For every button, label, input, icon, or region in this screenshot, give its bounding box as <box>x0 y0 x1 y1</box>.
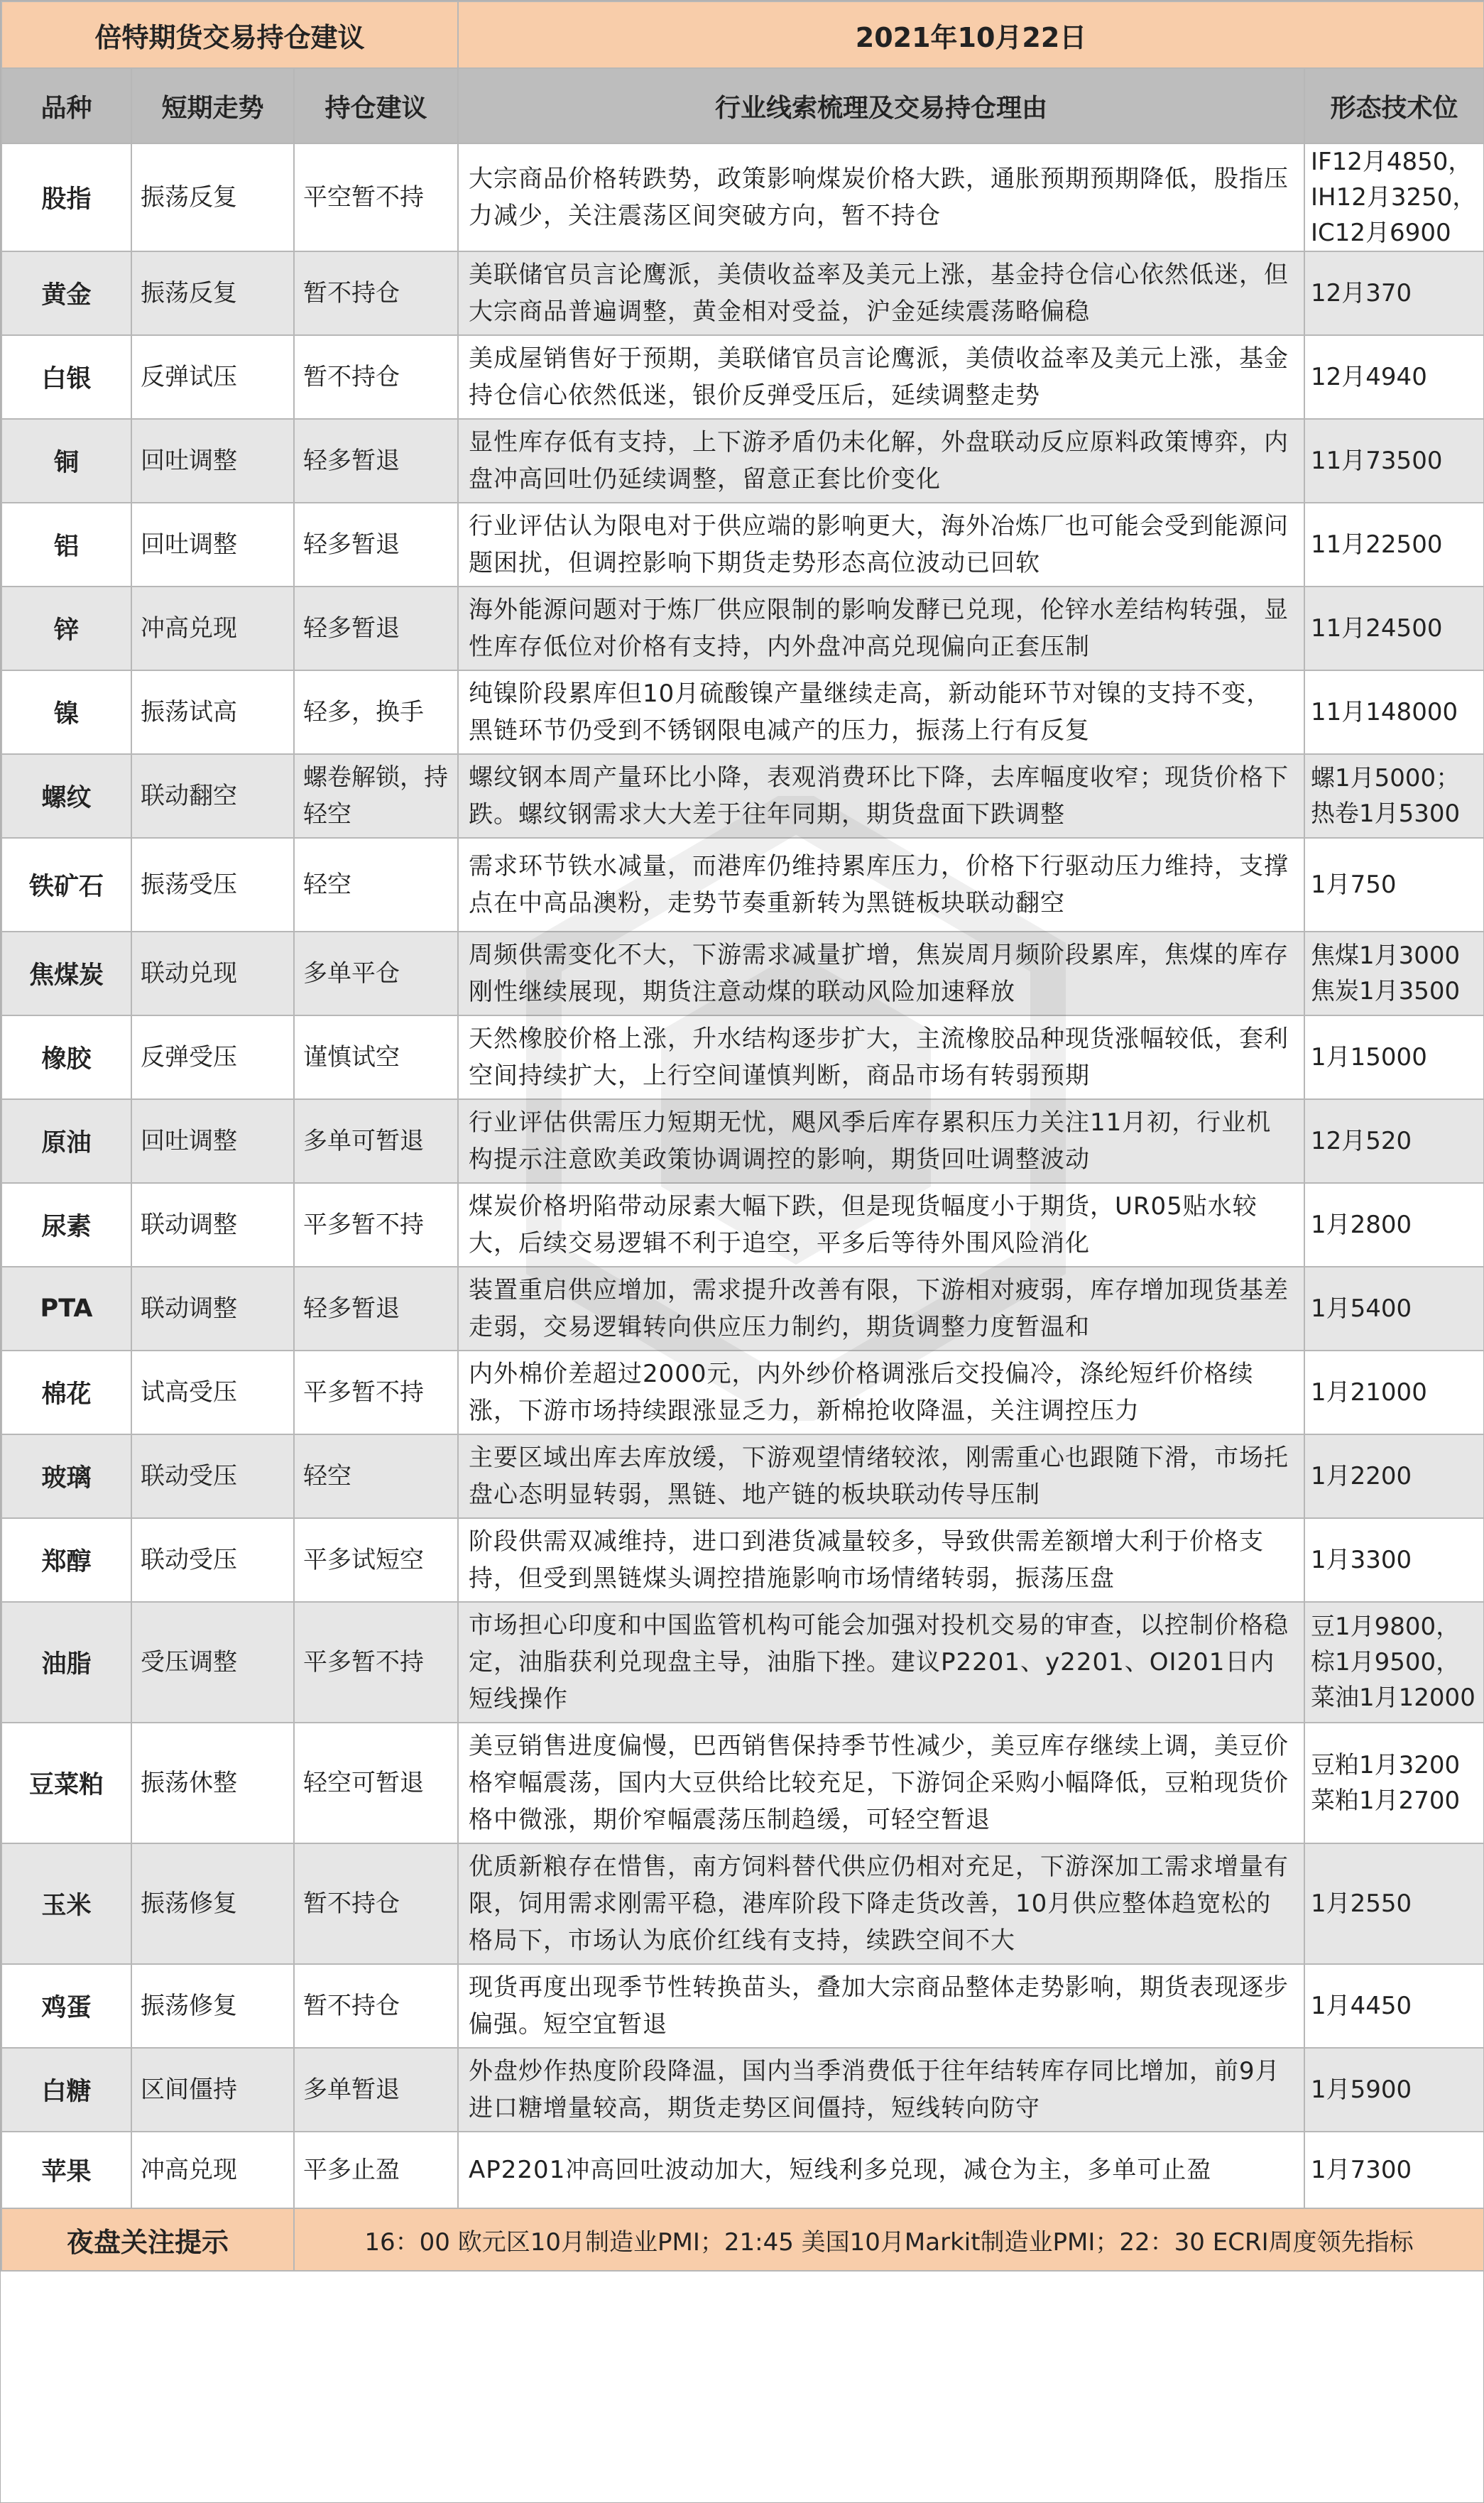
sheet-date: 2021年10月22日 <box>458 1 1484 68</box>
trend-cell: 联动调整 <box>131 1183 294 1267</box>
table-row <box>1 503 1484 587</box>
advice-cell: 多单平仓 <box>294 932 458 1015</box>
variety-cell: 油脂 <box>1 1602 131 1723</box>
technical-cell <box>1304 2132 1484 2208</box>
technical-level: IH12月3250， <box>1311 183 1477 212</box>
variety-cell: 郑醇 <box>1 1518 131 1602</box>
technical-level: 豆1月9800， <box>1311 1613 1461 1641</box>
technical-cell <box>1304 838 1484 932</box>
technical-cell <box>1304 1518 1484 1602</box>
variety-cell: 铁矿石 <box>1 838 131 932</box>
technical-cell <box>1304 1183 1484 1267</box>
variety-cell: 黄金 <box>1 251 131 335</box>
technical-level: 11月73500 <box>1311 447 1443 475</box>
technical-level: 1月15000 <box>1311 1043 1427 1071</box>
technical-level: 1月5400 <box>1311 1294 1412 1323</box>
technical-level: 12月4940 <box>1311 363 1427 391</box>
technical-cell <box>1304 2048 1484 2132</box>
variety-cell: 股指 <box>1 143 131 251</box>
reason-cell: 需求环节铁水减量，而港库仍维持累库压力，价格下行驱动压力维持，支撑点在中高品澳粉，走势节奏重新转为黑链板块联动翻空 <box>458 838 1304 932</box>
trend-cell: 冲高兑现 <box>131 2132 294 2208</box>
table-row <box>1 419 1484 503</box>
advice-cell: 暂不持仓 <box>294 1964 458 2048</box>
variety-cell: 镍 <box>1 670 131 754</box>
variety-cell: PTA <box>1 1267 131 1351</box>
reason-cell: 外盘炒作热度阶段降温，国内当季消费低于往年结转库存同比增加，前9月进口糖增量较高，期货走势区间僵持，短线转向防守 <box>458 2048 1304 2132</box>
advice-cell: 轻多暂退 <box>294 503 458 587</box>
technical-level: 11月148000 <box>1311 698 1458 726</box>
sheet-title: 倍特期货交易持仓建议 <box>1 1 458 68</box>
technical-level: 菜粕1月2700 <box>1311 1787 1461 1815</box>
header-advice: 持仓建议 <box>294 68 458 143</box>
technical-level: 12月520 <box>1311 1127 1412 1155</box>
variety-cell: 铝 <box>1 503 131 587</box>
table-row <box>1 1015 1484 1099</box>
reason-cell: 天然橡胶价格上涨，升水结构逐步扩大，主流橡胶品种现货涨幅较低，套利空间持续扩大，上行空间谨慎判断，商品市场有转弱预期 <box>458 1015 1304 1099</box>
reason-cell: 主要区域出库去库放缓，下游观望情绪较浓，刚需重心也跟随下滑，市场托盘心态明显转弱，黑链、地产链的板块联动传导压制 <box>458 1434 1304 1518</box>
table-row <box>1 1351 1484 1434</box>
reason-cell: 行业评估认为限电对于供应端的影响更大，海外冶炼厂也可能会受到能源问题困扰，但调控影响下期货走势形态高位波动已回软 <box>458 503 1304 587</box>
technical-level: 1月3300 <box>1311 1546 1412 1574</box>
advice-cell: 平多暂不持 <box>294 1602 458 1723</box>
technical-cell <box>1304 670 1484 754</box>
table-row <box>1 1434 1484 1518</box>
trend-cell: 振荡修复 <box>131 1843 294 1964</box>
table-row <box>1 1964 1484 2048</box>
trend-cell: 区间僵持 <box>131 2048 294 2132</box>
reason-cell: 现货再度出现季节性转换苗头，叠加大宗商品整体走势影响，期货表现逐步偏强。短空宜暂退 <box>458 1964 1304 2048</box>
table-row <box>1 2132 1484 2208</box>
table-row <box>1 335 1484 419</box>
advice-cell: 轻空 <box>294 1434 458 1518</box>
technical-level: 焦煤1月3000 <box>1311 942 1461 970</box>
footer-text: 16：00 欧元区10月制造业PMI；21:45 美国10月Markit制造业PMI；22：30 ECRI周度领先指标 <box>294 2208 1484 2271</box>
table-row <box>1 251 1484 335</box>
trend-cell: 振荡受压 <box>131 838 294 932</box>
advice-cell: 平多止盈 <box>294 2132 458 2208</box>
technical-cell <box>1304 1267 1484 1351</box>
technical-level: IF12月4850， <box>1311 148 1473 176</box>
table-row <box>1 838 1484 932</box>
variety-cell: 棉花 <box>1 1351 131 1434</box>
technical-level: 1月7300 <box>1311 2156 1412 2184</box>
reason-cell: 装置重启供应增加，需求提升改善有限，下游相对疲弱，库存增加现货基差走弱，交易逻辑转向供应压力制约，期货调整力度暂温和 <box>458 1267 1304 1351</box>
advice-cell: 暂不持仓 <box>294 251 458 335</box>
technical-cell <box>1304 1964 1484 2048</box>
technical-level: 棕1月9500， <box>1311 1648 1461 1676</box>
technical-cell <box>1304 587 1484 670</box>
advice-table <box>1 1 1484 2272</box>
variety-cell: 玻璃 <box>1 1434 131 1518</box>
technical-cell <box>1304 1723 1484 1843</box>
advice-cell: 平多暂不持 <box>294 1183 458 1267</box>
table-row <box>1 2048 1484 2132</box>
technical-level: 菜油1月12000 <box>1311 1684 1475 1712</box>
technical-level: 11月22500 <box>1311 530 1443 559</box>
footer-row <box>1 2208 1484 2271</box>
variety-cell: 锌 <box>1 587 131 670</box>
table-row <box>1 1518 1484 1602</box>
reason-cell: AP2201冲高回吐波动加大，短线利多兑现，减仓为主，多单可止盈 <box>458 2132 1304 2208</box>
table-row <box>1 143 1484 251</box>
reason-cell: 周频供需变化不大，下游需求减量扩增，焦炭周月频阶段累库，焦煤的库存刚性继续展现，期货注意动煤的联动风险加速释放 <box>458 932 1304 1015</box>
advice-cell: 平多试短空 <box>294 1518 458 1602</box>
advice-cell: 轻多暂退 <box>294 419 458 503</box>
technical-cell <box>1304 1434 1484 1518</box>
table-row <box>1 1723 1484 1843</box>
variety-cell: 螺纹 <box>1 754 131 838</box>
trend-cell: 反弹试压 <box>131 335 294 419</box>
table-row <box>1 587 1484 670</box>
technical-cell <box>1304 419 1484 503</box>
variety-cell: 原油 <box>1 1099 131 1183</box>
technical-level: 热卷1月5300 <box>1311 800 1461 828</box>
reason-cell: 煤炭价格坍陷带动尿素大幅下跌，但是现货幅度小于期货，UR05贴水较大，后续交易逻辑不利于追空，平多后等待外围风险消化 <box>458 1183 1304 1267</box>
table-row <box>1 1183 1484 1267</box>
technical-cell <box>1304 251 1484 335</box>
advice-cell: 轻空可暂退 <box>294 1723 458 1843</box>
technical-level: 1月21000 <box>1311 1378 1427 1407</box>
technical-level: 焦炭1月3500 <box>1311 977 1461 1005</box>
advice-cell: 轻多暂退 <box>294 587 458 670</box>
trend-cell: 受压调整 <box>131 1602 294 1723</box>
technical-level: 1月2800 <box>1311 1211 1412 1239</box>
technical-level: IC12月6900 <box>1311 219 1451 247</box>
title-row <box>1 1 1484 68</box>
reason-cell: 螺纹钢本周产量环比小降，表观消费环比下降，去库幅度收窄；现货价格下跌。螺纹钢需求大大差于往年同期，期货盘面下跌调整 <box>458 754 1304 838</box>
technical-level: 1月2200 <box>1311 1462 1412 1490</box>
reason-cell: 内外棉价差超过2000元，内外纱价格调涨后交投偏冷，涤纶短纤价格续涨，下游市场持续跟涨显乏力，新棉抢收降温，关注调控压力 <box>458 1351 1304 1434</box>
trend-cell: 振荡试高 <box>131 670 294 754</box>
trend-cell: 反弹受压 <box>131 1015 294 1099</box>
technical-cell <box>1304 143 1484 251</box>
trend-cell: 试高受压 <box>131 1351 294 1434</box>
reason-cell: 纯镍阶段累库但10月硫酸镍产量继续走高，新动能环节对镍的支持不变，黑链环节仍受到不锈钢限电减产的压力，振荡上行有反复 <box>458 670 1304 754</box>
advice-cell: 轻多暂退 <box>294 1267 458 1351</box>
technical-level: 1月2550 <box>1311 1889 1412 1918</box>
advice-cell: 多单可暂退 <box>294 1099 458 1183</box>
header-technical: 形态技术位 <box>1304 68 1484 143</box>
trend-cell: 联动兑现 <box>131 932 294 1015</box>
trend-cell: 回吐调整 <box>131 419 294 503</box>
advice-cell: 轻空 <box>294 838 458 932</box>
trend-cell: 冲高兑现 <box>131 587 294 670</box>
table-row <box>1 1602 1484 1723</box>
variety-cell: 鸡蛋 <box>1 1964 131 2048</box>
reason-cell: 大宗商品价格转跌势，政策影响煤炭价格大跌，通胀预期预期降低，股指压力减少，关注震荡区间突破方向，暂不持仓 <box>458 143 1304 251</box>
trend-cell: 振荡休整 <box>131 1723 294 1843</box>
advice-cell: 平多暂不持 <box>294 1351 458 1434</box>
reason-cell: 阶段供需双减维持，进口到港货减量较多，导致供需差额增大利于价格支持，但受到黑链煤头调控措施影响市场情绪转弱，振荡压盘 <box>458 1518 1304 1602</box>
header-row <box>1 68 1484 143</box>
trend-cell: 联动受压 <box>131 1518 294 1602</box>
reason-cell: 美联储官员言论鹰派，美债收益率及美元上涨，基金持仓信心依然低迷，但大宗商品普遍调整，黄金相对受益，沪金延续震荡略偏稳 <box>458 251 1304 335</box>
technical-cell <box>1304 1843 1484 1964</box>
advice-cell: 谨慎试空 <box>294 1015 458 1099</box>
technical-level: 豆粕1月3200 <box>1311 1751 1461 1779</box>
variety-cell: 玉米 <box>1 1843 131 1964</box>
technical-level: 1月4450 <box>1311 1992 1412 2020</box>
technical-cell <box>1304 1015 1484 1099</box>
footer-label: 夜盘关注提示 <box>1 2208 294 2271</box>
technical-cell <box>1304 754 1484 838</box>
technical-cell <box>1304 1099 1484 1183</box>
advice-cell: 暂不持仓 <box>294 335 458 419</box>
reason-cell: 行业评估供需压力短期无忧，飓风季后库存累积压力关注11月初，行业机构提示注意欧美政策协调调控的影响，期货回吐调整波动 <box>458 1099 1304 1183</box>
technical-level: 1月750 <box>1311 871 1397 899</box>
advice-cell: 平空暂不持 <box>294 143 458 251</box>
header-variety: 品种 <box>1 68 131 143</box>
variety-cell: 橡胶 <box>1 1015 131 1099</box>
technical-cell <box>1304 1351 1484 1434</box>
advice-cell: 暂不持仓 <box>294 1843 458 1964</box>
advice-cell: 螺卷解锁，持轻空 <box>294 754 458 838</box>
technical-cell <box>1304 335 1484 419</box>
advice-cell: 多单暂退 <box>294 2048 458 2132</box>
trend-cell: 振荡反复 <box>131 251 294 335</box>
trend-cell: 回吐调整 <box>131 503 294 587</box>
reason-cell: 海外能源问题对于炼厂供应限制的影响发酵已兑现，伦锌水差结构转强，显性库存低位对价格有支持，内外盘冲高兑现偏向正套压制 <box>458 587 1304 670</box>
advice-cell: 轻多，换手 <box>294 670 458 754</box>
table-row <box>1 1267 1484 1351</box>
reason-cell: 市场担心印度和中国监管机构可能会加强对投机交易的审查，以控制价格稳定，油脂获利兑现盘主导，油脂下挫。建议P2201、y2201、OI201日内短线操作 <box>458 1602 1304 1723</box>
trend-cell: 振荡反复 <box>131 143 294 251</box>
technical-level: 12月370 <box>1311 279 1412 307</box>
variety-cell: 豆菜粕 <box>1 1723 131 1843</box>
table-row <box>1 932 1484 1015</box>
reason-cell: 美豆销售进度偏慢，巴西销售保持季节性减少，美豆库存继续上调，美豆价格窄幅震荡，国内大豆供给比较充足，下游饲企采购小幅降低，豆粕现货价格中微涨，期价窄幅震荡压制趋缓，可轻空暂退 <box>458 1723 1304 1843</box>
technical-level: 11月24500 <box>1311 614 1443 643</box>
table-row <box>1 1843 1484 1964</box>
trend-cell: 联动受压 <box>131 1434 294 1518</box>
table-row <box>1 754 1484 838</box>
trend-cell: 联动调整 <box>131 1267 294 1351</box>
technical-cell <box>1304 503 1484 587</box>
variety-cell: 苹果 <box>1 2132 131 2208</box>
header-reason: 行业线索梳理及交易持仓理由 <box>458 68 1304 143</box>
variety-cell: 尿素 <box>1 1183 131 1267</box>
table-row <box>1 1099 1484 1183</box>
trend-cell: 联动翻空 <box>131 754 294 838</box>
technical-cell <box>1304 1602 1484 1723</box>
variety-cell: 白糖 <box>1 2048 131 2132</box>
reason-cell: 美成屋销售好于预期，美联储官员言论鹰派，美债收益率及美元上涨，基金持仓信心依然低迷，银价反弹受压后，延续调整走势 <box>458 335 1304 419</box>
technical-level: 螺1月5000； <box>1311 764 1461 792</box>
technical-cell <box>1304 932 1484 1015</box>
trend-cell: 回吐调整 <box>131 1099 294 1183</box>
variety-cell: 铜 <box>1 419 131 503</box>
reason-cell: 优质新粮存在惜售，南方饲料替代供应仍相对充足，下游深加工需求增量有限，饲用需求刚需平稳，港库阶段下降走货改善，10月供应整体趋宽松的格局下，市场认为底价红线有支持，续跌空间不大 <box>458 1843 1304 1964</box>
variety-cell: 焦煤炭 <box>1 932 131 1015</box>
technical-level: 1月5900 <box>1311 2076 1412 2104</box>
trend-cell: 振荡修复 <box>131 1964 294 2048</box>
table-row <box>1 670 1484 754</box>
variety-cell: 白银 <box>1 335 131 419</box>
header-trend: 短期走势 <box>131 68 294 143</box>
reason-cell: 显性库存低有支持，上下游矛盾仍未化解，外盘联动反应原料政策博弈，内盘冲高回吐仍延续调整，留意正套比价变化 <box>458 419 1304 503</box>
